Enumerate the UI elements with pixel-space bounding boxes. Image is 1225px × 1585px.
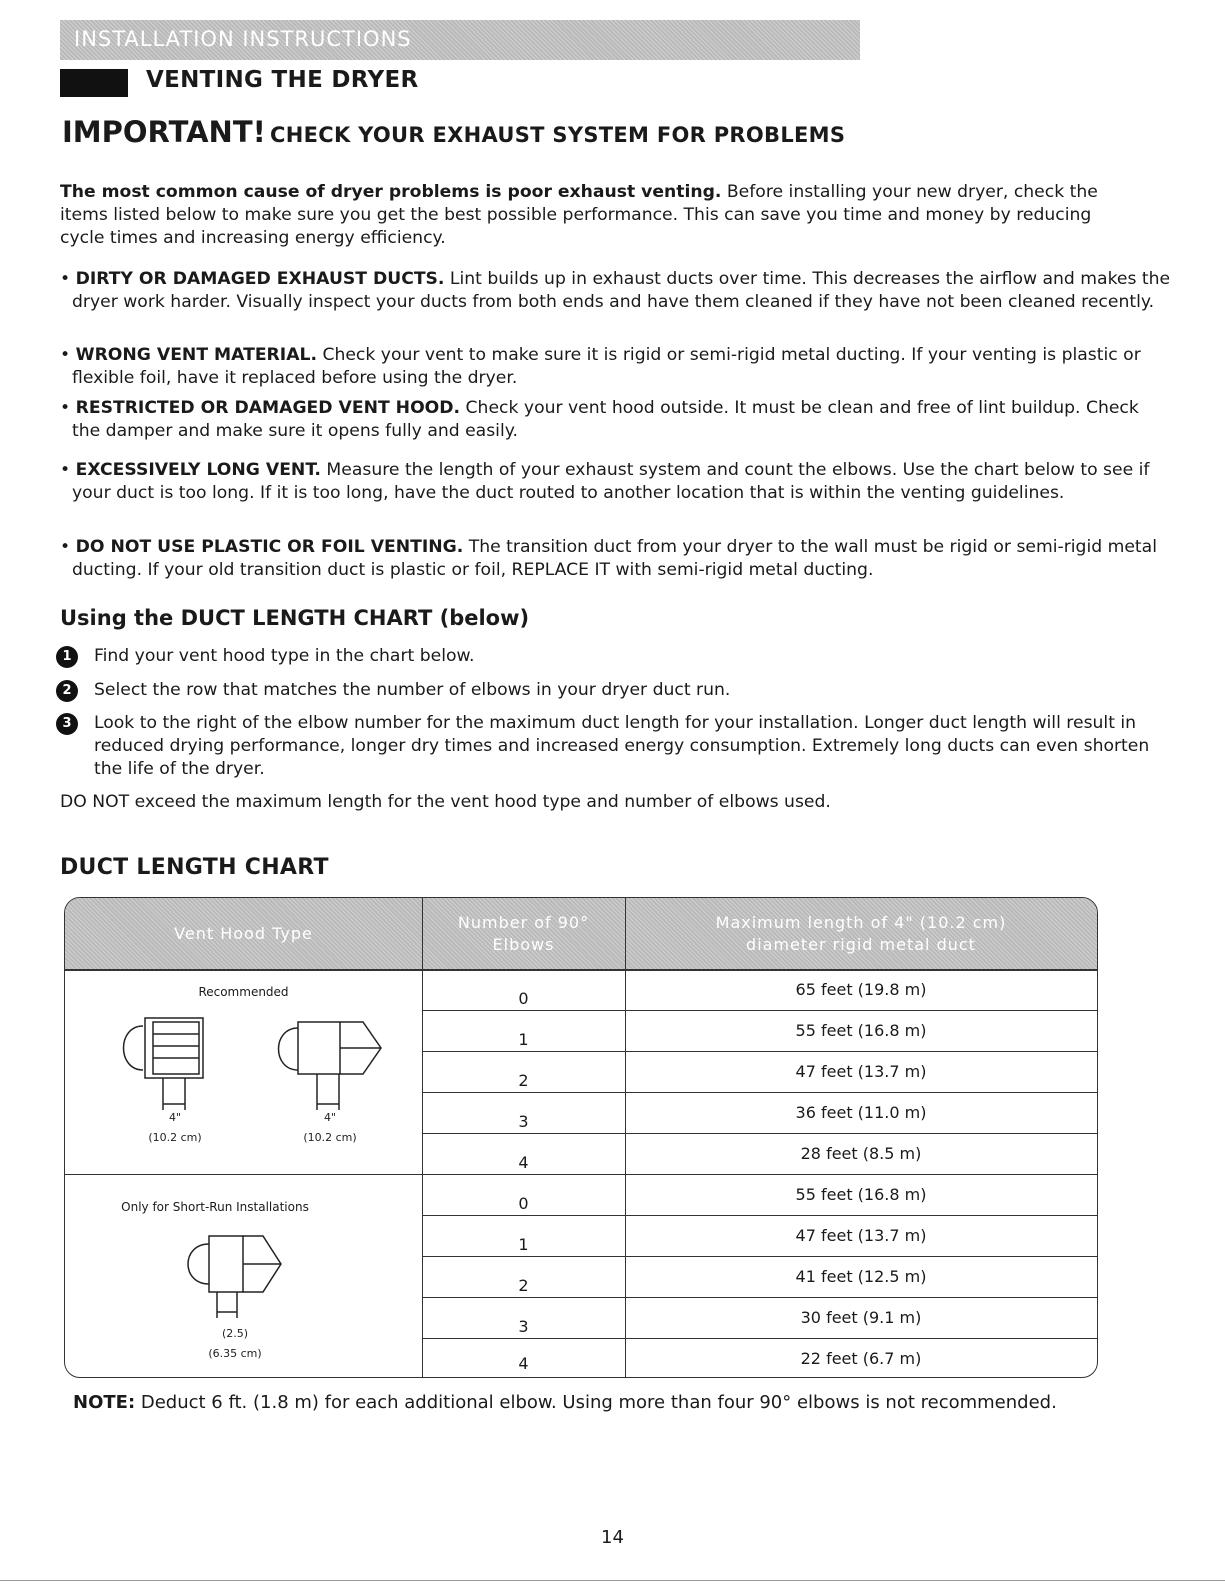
- short-run-vent-hood-illustration: [165, 1220, 315, 1330]
- step-text: Select the row that matches the number of elbows in your dryer duct run.: [94, 680, 731, 700]
- bullet-item: • RESTRICTED OR DAMAGED VENT HOOD. Check your vent hood outside. It must be clean and free of lint buildup. Check the damper and make sure it opens fully and easily.: [60, 398, 1139, 441]
- bullet-heading: DO NOT USE PLASTIC OR FOIL VENTING.: [75, 537, 464, 557]
- bullet-item: • EXCESSIVELY LONG VENT. Measure the length of your exhaust system and count the elbows. Use the chart below to see if your duct is too long. If it is too long, have the duct routed to another location that is within the venting guidelines.: [60, 460, 1150, 503]
- group-divider: [65, 1174, 1098, 1175]
- duct-pipe-icon: [124, 1026, 144, 1070]
- bullet-heading: DIRTY OR DAMAGED EXHAUST DUCTS.: [75, 269, 445, 289]
- header-elbows: [422, 898, 625, 969]
- bottom-rule: [0, 1580, 1225, 1581]
- intro-paragraph: [60, 181, 1120, 250]
- row-divider: [422, 1133, 1098, 1134]
- length-cell: 28 feet (8.5 m): [800, 1144, 922, 1163]
- elbows-cell: 3: [518, 1317, 529, 1336]
- elbows-cell: 4: [518, 1354, 529, 1373]
- intro-text: Before installing your new dryer, check the items listed below to make sure you get the best possible performance. This can save you time and money by reducing cycle times and increasing energy efficiency.: [60, 182, 1098, 248]
- elbows-cell: 0: [518, 1194, 529, 1213]
- bullet-heading: EXCESSIVELY LONG VENT.: [75, 460, 321, 480]
- length-cell: 30 feet (9.1 m): [800, 1308, 922, 1327]
- note-text: Deduct 6 ft. (1.8 m) for each additional elbow. Using more than four 90° elbows is not recommended.: [135, 1392, 1057, 1413]
- step-text: Look to the right of the elbow number for the maximum duct length for your installation. Longer duct length will result in reduced drying performance, longer dry times and increased energy consumption. Extremely long ducts can even shorten the life of the dryer.: [94, 713, 1150, 779]
- elbows-cell: 2: [518, 1276, 529, 1295]
- section-marker: [60, 69, 128, 97]
- step-item: [56, 679, 1166, 702]
- elbows-cell: 2: [518, 1071, 529, 1090]
- column-divider: [422, 898, 423, 1377]
- step-number-badge: 3: [56, 713, 78, 735]
- warning-text: DO NOT exceed the maximum length for the vent hood type and number of elbows used.: [60, 792, 831, 812]
- bullet-heading: RESTRICTED OR DAMAGED VENT HOOD.: [75, 398, 461, 418]
- duct-length-table: [64, 897, 1098, 1378]
- group-label-recommended: Recommended: [198, 985, 289, 999]
- row-divider: [422, 1338, 1098, 1339]
- duct-pipe-icon: [188, 1244, 209, 1284]
- row-divider: [422, 1256, 1098, 1257]
- dimension-label: (6.35 cm): [208, 1347, 262, 1360]
- important-label: IMPORTANT!: [62, 115, 266, 149]
- dimension-label: (2.5): [221, 1327, 249, 1340]
- louvered-vent-hood-illustrations: [105, 1008, 395, 1138]
- section-header-bar: [60, 20, 860, 60]
- row-divider: [422, 1010, 1098, 1011]
- step-text: Find your vent hood type in the chart below.: [94, 646, 475, 666]
- group-label-short-run: Only for Short-Run Installations: [121, 1200, 309, 1214]
- elbows-cell: 1: [518, 1030, 529, 1049]
- intro-bold: The most common cause of dryer problems is poor exhaust venting.: [60, 182, 722, 202]
- bullet-text: Lint builds up in exhaust ducts over time. This decreases the airflow and makes the dryer work harder. Visually inspect your ducts from both ends and have them cleaned if they have not been cleaned recently.: [72, 269, 1171, 312]
- length-cell: 55 feet (16.8 m): [795, 1185, 927, 1204]
- header-max-length: [625, 898, 1097, 969]
- bullet-text: Check your vent hood outside. It must be clean and free of lint buildup. Check the damper and make sure it opens fully and easily.: [72, 398, 1139, 441]
- header-vent-hood-type: Vent Hood Type: [174, 923, 313, 943]
- dimension-label: (10.2 cm): [148, 1131, 202, 1144]
- length-cell: 65 feet (19.8 m): [795, 980, 927, 999]
- bullet-item: • WRONG VENT MATERIAL. Check your vent to make sure it is rigid or semi-rigid metal ducting. If your venting is plastic or flexible foil, have it replaced before using the dryer.: [60, 345, 1141, 388]
- row-divider: [422, 1297, 1098, 1298]
- bullet-item: • DIRTY OR DAMAGED EXHAUST DUCTS. Lint builds up in exhaust ducts over time. This decreases the airflow and makes the dryer work harder. Visually inspect your ducts from both ends and have them cleaned if they have not been cleaned recently.: [60, 269, 1171, 312]
- elbows-cell: 1: [518, 1235, 529, 1254]
- header-elbows-text: Number of 90° Elbows: [457, 912, 590, 954]
- table-header: [65, 898, 1097, 971]
- length-cell: 47 feet (13.7 m): [795, 1226, 927, 1245]
- header-bar-label: INSTALLATION INSTRUCTIONS: [74, 27, 412, 51]
- section-title: VENTING THE DRYER: [146, 67, 419, 93]
- bullet-text: Measure the length of your exhaust system and count the elbows. Use the chart below to see if your duct is too long. If it is too long, have the duct routed to another location that is within the venting guidelines.: [72, 460, 1150, 503]
- row-divider: [422, 1215, 1098, 1216]
- bullet-heading: WRONG VENT MATERIAL.: [75, 345, 317, 365]
- bullet-text: Check your vent to make sure it is rigid or semi-rigid metal ducting. If your venting is plastic or flexible foil, have it replaced before using the dryer.: [72, 345, 1141, 388]
- length-cell: 47 feet (13.7 m): [795, 1062, 927, 1081]
- chart-title: DUCT LENGTH CHART: [60, 855, 329, 880]
- bullet-text: The transition duct from your dryer to the wall must be rigid or semi-rigid metal ducting. If your old transition duct is plastic or foil, REPLACE IT with semi-rigid metal ducting.: [72, 537, 1157, 580]
- elbows-cell: 0: [518, 989, 529, 1008]
- length-cell: 36 feet (11.0 m): [795, 1103, 927, 1122]
- dimension-label: 4": [323, 1111, 337, 1124]
- elbows-cell: 4: [518, 1153, 529, 1172]
- bullet-item: • DO NOT USE PLASTIC OR FOIL VENTING. The transition duct from your dryer to the wall must be rigid or semi-rigid metal ducting. If your old transition duct is plastic or foil, REPLACE IT with semi-rigid metal ducting.: [60, 537, 1157, 580]
- column-divider: [625, 898, 626, 1377]
- step-number-badge: 2: [56, 680, 78, 702]
- dimension-label: 4": [168, 1111, 182, 1124]
- row-divider: [422, 1051, 1098, 1052]
- using-chart-title: Using the DUCT LENGTH CHART (below): [60, 606, 530, 630]
- important-title: CHECK YOUR EXHAUST SYSTEM FOR PROBLEMS: [270, 123, 846, 147]
- page-number: 14: [601, 1527, 624, 1548]
- chart-note: [73, 1392, 1057, 1413]
- length-cell: 41 feet (12.5 m): [795, 1267, 927, 1286]
- length-cell: 22 feet (6.7 m): [800, 1349, 922, 1368]
- step-item: [56, 712, 1166, 781]
- row-divider: [422, 1092, 1098, 1093]
- note-label: NOTE:: [73, 1392, 136, 1413]
- step-item: [56, 645, 1166, 668]
- length-cell: 55 feet (16.8 m): [795, 1021, 927, 1040]
- elbows-cell: 3: [518, 1112, 529, 1131]
- header-max-length-text: Maximum length of 4" (10.2 cm) diameter rigid metal duct: [715, 912, 1007, 954]
- step-number-badge: 1: [56, 646, 78, 668]
- dimension-label: (10.2 cm): [303, 1131, 357, 1144]
